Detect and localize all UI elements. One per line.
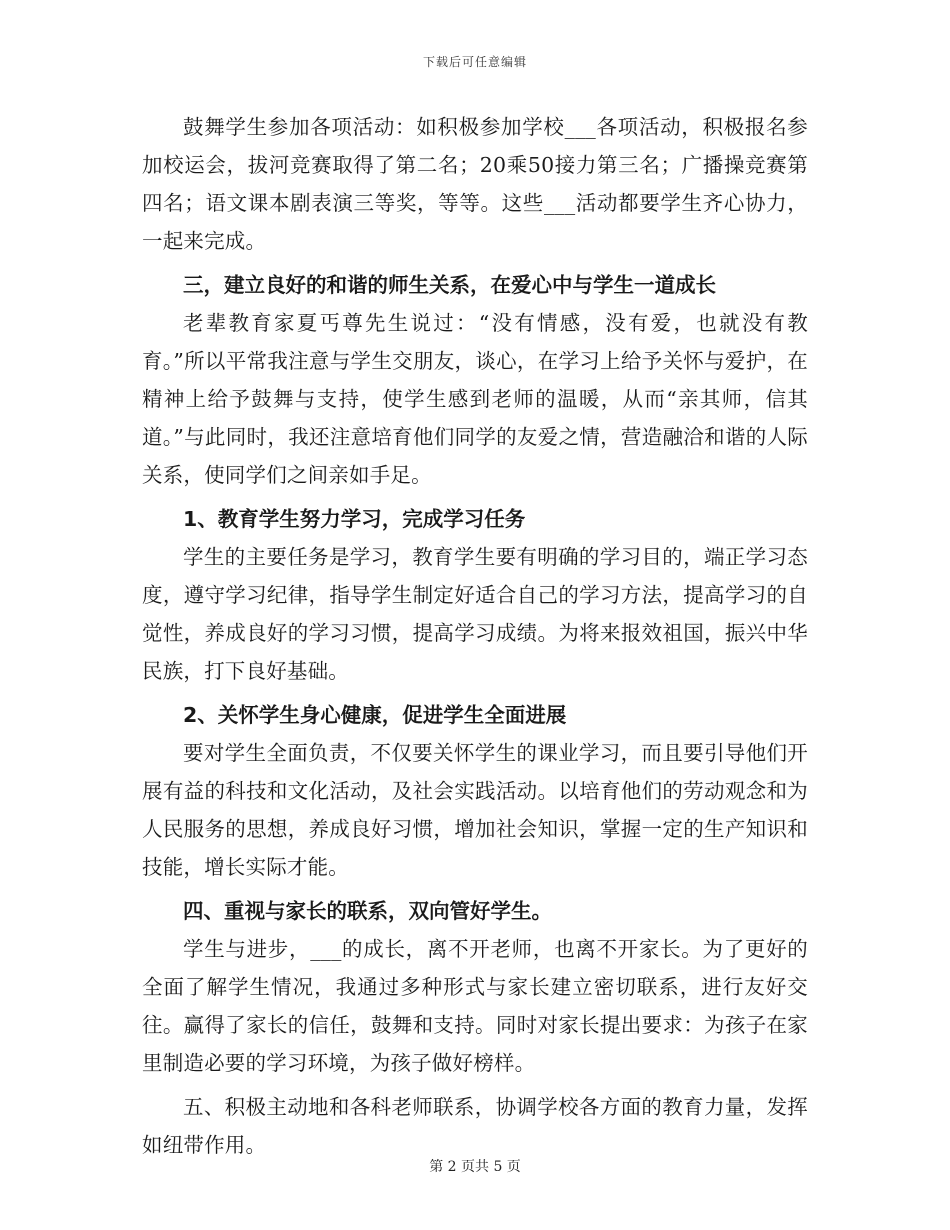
paragraph-study: 学生的主要任务是学习，教育学生要有明确的学习目的，端正学习态度，遵守学习纪律，指导学生制定好适合自己的学习方法，提高学习的自觉性，养成良好的学习习惯，提高学习成绩。为将来报效祖国，振兴中华民族，打下良好基础。 bbox=[142, 545, 808, 683]
paragraph-health: 要对学生全面负责，不仅要关怀学生的课业学习，而且要引导他们开展有益的科技和文化活动，及社会实践活动。以培育他们的劳动观念和为人民服务的思想，养成良好习惯，增加社会知识，掌握一定的生产知识和技能，增长实际才能。 bbox=[142, 741, 808, 879]
subheading-1: 1、教育学生努力学习，完成学习任务 bbox=[183, 507, 526, 531]
section-heading-3: 三，建立良好的和谐的师生关系，在爱心中与学生一道成长 bbox=[183, 273, 716, 297]
paragraph-activities: 鼓舞学生参加各项活动：如积极参加学校___各项活动，积极报名参加校运会，拔河竞赛取得了第二名；20乘50接力第三名；广播操竞赛第四名；语文课本剧表演三等奖，等等。这些___活动都要学生齐心协力，一起来完成。 bbox=[142, 115, 808, 253]
section-heading-4: 四、重视与家长的联系，双向管好学生。 bbox=[183, 899, 552, 923]
page-footer: 第 2 页共 5 页 bbox=[429, 1159, 521, 1175]
page-header: 下载后可任意编辑 bbox=[422, 55, 527, 69]
paragraph-teacher-student: 老辈教育家夏丐尊先生说过：“没有情感，没有爱，也就没有教育。”所以平常我注意与学生交朋友，谈心，在学习上给予关怀与爱护，在精神上给予鼓舞与支持，使学生感到老师的温暖，从而“亲其师，信其道。”与此同时，我还注意培育他们同学的友爱之情，营造融洽和谐的人际关系，使同学们之间亲如手足。 bbox=[142, 311, 808, 487]
subheading-2: 2、关怀学生身心健康，促进学生全面进展 bbox=[183, 703, 567, 727]
paragraph-parents: 学生与进步，___的成长，离不开老师，也离不开家长。为了更好的全面了解学生情况，我通过多种形式与家长建立密切联系，进行友好交往。赢得了家长的信任，鼓舞和支持。同时对家长提出要求：为孩子在家里制造必要的学习环境，为孩子做好榜样。 bbox=[142, 937, 808, 1075]
document-body bbox=[142, 108, 808, 1164]
paragraph-teachers: 五、积极主动地和各科老师联系，协调学校各方面的教育力量，发挥如纽带作用。 bbox=[142, 1095, 808, 1157]
